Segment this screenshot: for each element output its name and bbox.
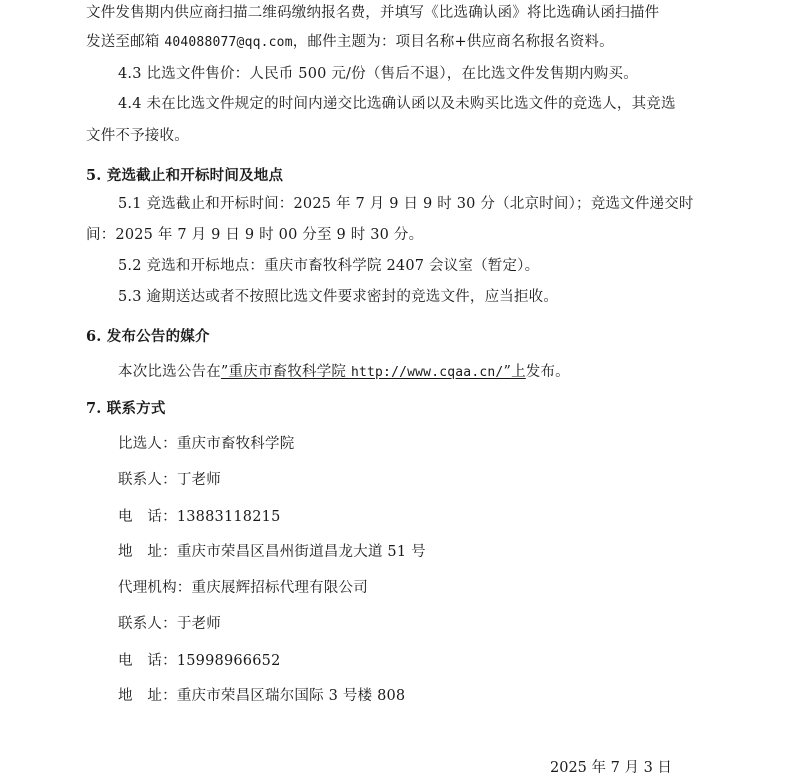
phone2-row: [118, 651, 281, 671]
contact2-value: 于老师: [176, 616, 221, 632]
section4-line1: 文件发售期内供应商扫描二维码缴纳报名费，并填写《比选确认函》将比选确认函扫描件: [86, 5, 660, 21]
section5-heading: 5. 竞选截止和开标时间及地点: [86, 167, 284, 184]
section4-line2-suffix: ，邮件主题为：项目名称+供应商名称报名资料。: [292, 34, 614, 50]
section4-line2-prefix: 发送至邮箱: [86, 34, 165, 50]
agency-value: 重庆展辉招标代理有限公司: [191, 580, 368, 596]
item-5-1-line1: 5.1 竞选截止和开标时间：2025 年 7 月 9 日 9 时 30 分（北京时间）；竞选文件递交时: [118, 196, 694, 212]
contact1-label: 联系人：: [118, 472, 177, 488]
contact1-value: 丁老师: [176, 472, 221, 488]
phone2-label: 电 话：: [118, 653, 177, 669]
item-4-3: 4.3 比选文件售价：人民币 500 元/份（售后不退），在比选文件发售期内购买。: [118, 66, 638, 82]
address2-row: [118, 686, 405, 706]
section6-prefix: 本次比选公告在: [118, 364, 221, 380]
contact2-row: [118, 614, 221, 634]
selector-label: 比选人：: [118, 436, 177, 452]
address1-value: 重庆市荣昌区昌州街道昌龙大道 51 号: [176, 544, 426, 560]
selector-value: 重庆市畜牧科学院: [176, 436, 295, 452]
media-link-url: http://www.cqaa.cn/: [350, 365, 504, 380]
address2-label: 地 址：: [118, 688, 177, 704]
contact2-label: 联系人：: [118, 616, 177, 632]
media-link[interactable]: [221, 364, 526, 380]
section6-text: [118, 362, 570, 383]
address2-value: 重庆市荣昌区瑞尔国际 3 号楼 808: [176, 688, 406, 704]
selector-row: [118, 434, 294, 454]
item-4-4-line1: 4.4 未在比选文件规定的时间内递交比选确认函以及未购买比选文件的竞选人，其竞选: [118, 96, 676, 112]
phone1-label: 电 话：: [118, 509, 177, 525]
section6-heading: 6. 发布公告的媒介: [86, 328, 210, 345]
email-address: 404088077@qq.com: [164, 35, 293, 50]
media-link-suffix: ”上: [503, 364, 526, 380]
item-5-3: 5.3 逾期送达或者不按照比选文件要求密封的竞选文件，应当拒收。: [118, 289, 559, 305]
contact1-row: [118, 470, 221, 490]
media-link-name: ”重庆市畜牧科学院: [220, 364, 351, 380]
address1-label: 地 址：: [118, 544, 177, 560]
phone1-row: [118, 507, 281, 527]
item-4-4-line2: 文件不予接收。: [86, 128, 189, 144]
agency-label: 代理机构：: [118, 580, 192, 596]
phone2-value: 15998966652: [176, 653, 281, 669]
section4-line2: [86, 32, 614, 53]
address1-row: [118, 542, 426, 562]
section7-heading: 7. 联系方式: [86, 400, 166, 417]
phone1-value: 13883118215: [176, 509, 281, 525]
agency-row: [118, 578, 368, 598]
document-date: 2025 年 7 月 3 日: [550, 760, 672, 776]
item-5-2: 5.2 竞选和开标地点：重庆市畜牧科学院 2407 会议室（暂定）。: [118, 258, 540, 274]
item-5-1-line2: 间：2025 年 7 月 9 日 9 时 00 分至 9 时 30 分。: [86, 227, 424, 243]
section6-suffix: 发布。: [525, 364, 570, 380]
